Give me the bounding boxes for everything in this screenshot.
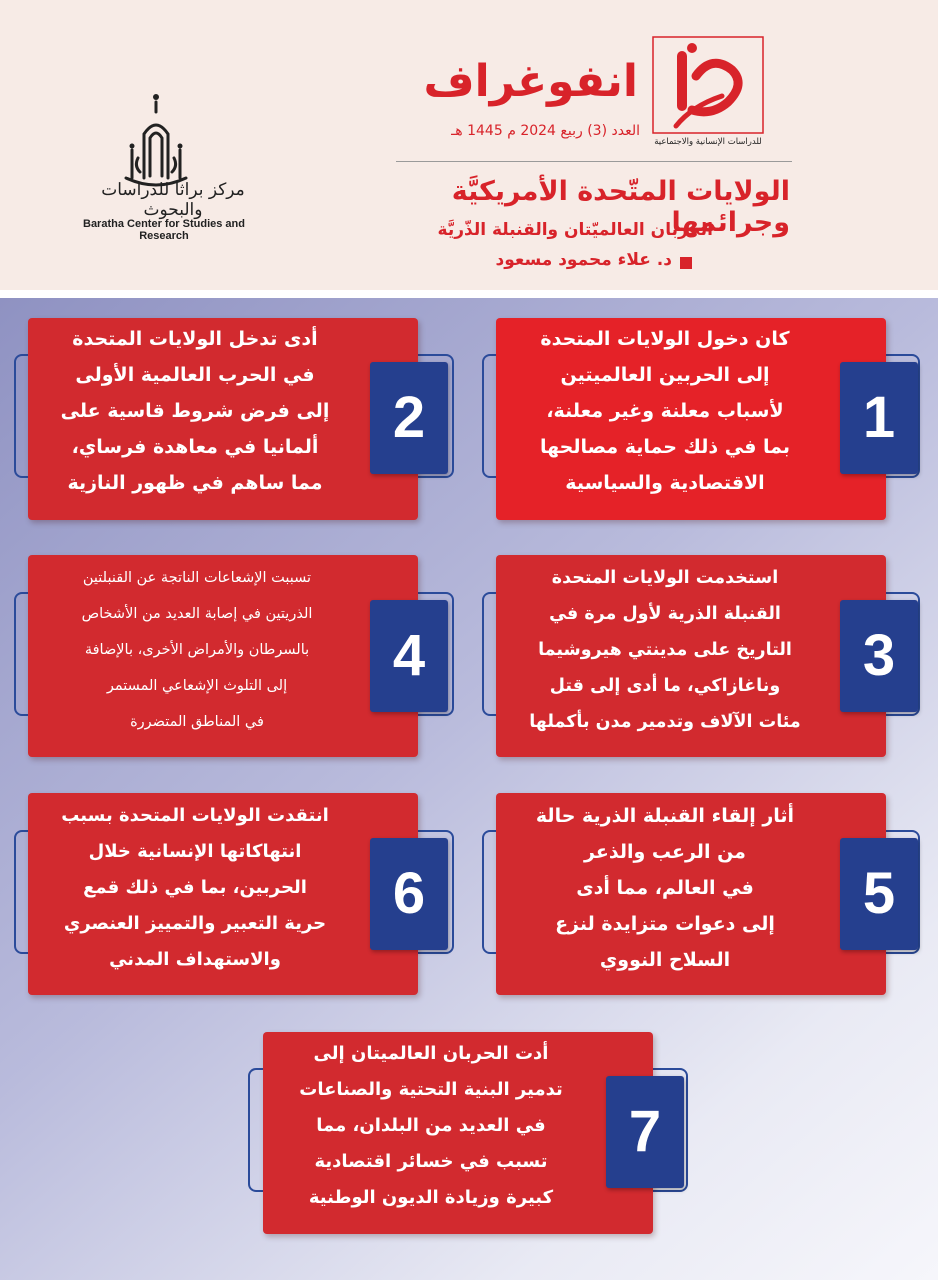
card-3-number: 3 (862, 623, 896, 688)
card-5-number-box (840, 838, 918, 950)
card-1-line: لأسباب معلنة وغير معلنة، (546, 400, 784, 422)
card-4-line: الذريتين في إصابة العديد من الأشخاص (81, 606, 313, 622)
card-5-line: أثار إلقاء القنبلة الذرية حالة (535, 805, 795, 827)
card-7-line: تسبب في خسائر اقتصادية (314, 1151, 548, 1172)
card-6-number: 6 (392, 861, 426, 926)
card-4-number: 4 (392, 623, 426, 688)
card-7-line: كبيرة وزيادة الديون الوطنية (308, 1187, 554, 1208)
card-6-number-box (370, 838, 448, 950)
card-3-line: القنبلة الذرية لأول مرة في (549, 604, 781, 624)
card-7-text (266, 1036, 596, 1216)
header-divider (396, 161, 792, 162)
card-1-number-box (840, 362, 918, 474)
card-2-line: ألمانيا في معاهدة فرساي، (71, 436, 319, 458)
issue-info: العدد (3) ربيع 2024 م 1445 هـ (451, 123, 640, 139)
card-4-line: في المناطق المتضررة (130, 714, 264, 730)
page-title: الولايات المتّحدة الأمريكيَّة وجرائمها (451, 176, 790, 238)
card-2-line: إلى فرض شروط قاسية على (60, 400, 330, 422)
card-3-line: التاريخ على مدينتي هيروشيما (538, 640, 792, 660)
card-7-number-box (606, 1076, 684, 1188)
card-1-number: 1 (862, 385, 896, 450)
main-section (0, 298, 938, 1280)
card-5-line: السلاح النووي (599, 949, 731, 971)
card-5-line: من الرعب والذعر (584, 841, 746, 863)
card-4-line: إلى التلوث الإشعاعي المستمر (106, 678, 288, 694)
card-5-line: في العالم، مما أدى (576, 877, 754, 899)
card-2-text (30, 321, 360, 501)
card-6-text (30, 798, 360, 978)
card-7-line: في العديد من البلدان، مما (316, 1115, 546, 1136)
card-5-text (500, 798, 830, 978)
header-section (0, 0, 938, 290)
card-6-line: والاستهداف المدني (109, 949, 281, 970)
card-3-number-box (840, 600, 918, 712)
card-4-line: تسببت الإشعاعات الناتجة عن القنبلتين (82, 570, 312, 586)
card-6-line: انتهاكاتها الإنسانية خلال (88, 841, 302, 862)
card-5-number: 5 (862, 861, 896, 926)
infograph-title: انفوغراف (423, 56, 638, 107)
card-3-line: مئات الآلاف وتدمير مدن بأكملها (529, 712, 801, 732)
card-2-number: 2 (392, 385, 426, 450)
card-2-line: في الحرب العالمية الأولى (75, 364, 315, 386)
card-6-line: الحربين، بما في ذلك قمع (83, 877, 307, 898)
card-3-text (500, 560, 830, 740)
author-name: د. علاء محمود مسعود (495, 250, 672, 270)
card-3-line: وناغازاكي، ما أدى إلى قتل (549, 676, 781, 696)
card-4-number-box (370, 600, 448, 712)
baratha-english-name: Baratha Center for Studies and Research (83, 218, 245, 242)
card-6-line: انتقدت الولايات المتحدة بسبب (61, 805, 329, 826)
card-1-line: الاقتصادية والسياسية (565, 472, 765, 494)
card-2-line: مما ساهم في ظهور النازية (67, 472, 323, 494)
card-1-line: إلى الحربين العالميتين (560, 364, 770, 386)
card-1-text (500, 321, 830, 501)
card-4-text (32, 560, 362, 740)
card-2-line: أدى تدخل الولايات المتحدة (72, 328, 318, 350)
card-3-line: استخدمت الولايات المتحدة (551, 568, 779, 588)
baratha-arabic-name: مركز براثا للدراسات والبحوث (101, 180, 245, 220)
ufuq-subtitle: للدراسات الإنسانية والاجتماعية (654, 137, 762, 147)
card-1-line: كان دخول الولايات المتحدة (540, 328, 790, 350)
page-subtitle: الحربان العالميّتان والقنبلة الذّريَّة (437, 220, 713, 240)
card-1-line: بما في ذلك حماية مصالحها (539, 436, 791, 458)
author-bullet (680, 257, 692, 269)
card-5-line: إلى دعوات متزايدة لنزع (555, 913, 775, 935)
card-2-number-box (370, 362, 448, 474)
card-6-line: حرية التعبير والتمييز العنصري (63, 913, 327, 934)
card-7-number: 7 (628, 1099, 662, 1164)
ufuq-logo (652, 36, 764, 134)
card-7-line: أدت الحربان العالميتان إلى (313, 1043, 549, 1064)
card-4-line: بالسرطان والأمراض الأخرى، بالإضافة (84, 642, 310, 658)
card-7-line: تدمير البنية التحتية والصناعات (299, 1079, 563, 1100)
